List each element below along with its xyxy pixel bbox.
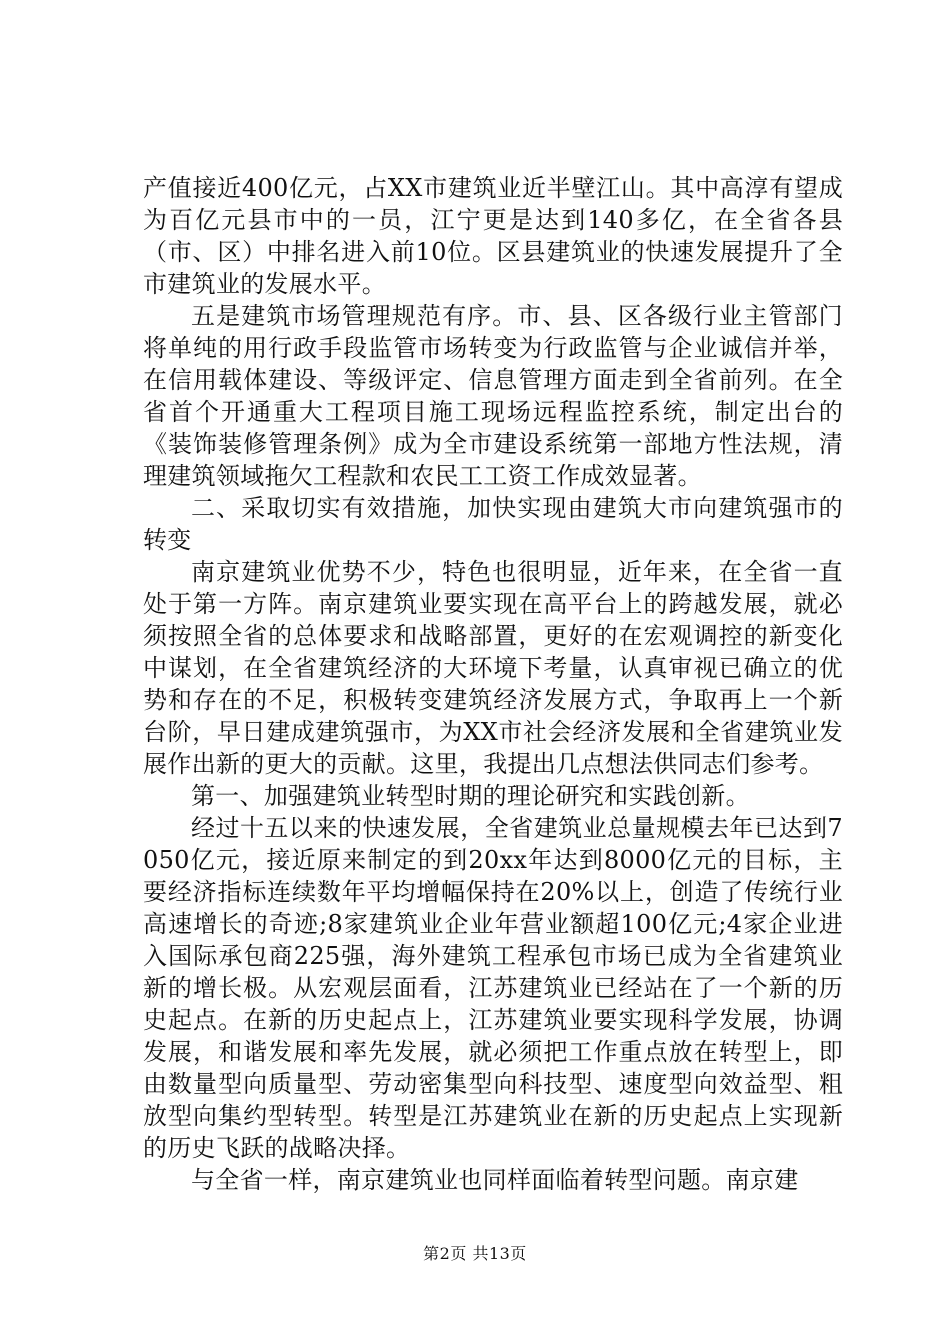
section-heading-2: 二、采取切实有效措施，加快实现由建筑大市向建筑强市的转变 xyxy=(143,494,843,554)
document-body xyxy=(143,172,843,1196)
paragraph-1: 产值接近400亿元，占XX市建筑业近半壁江山。其中高淳有望成为百亿元县市中的一员，江宁更是达到140多亿，在全省各县（市、区）中排名进入前10位。区县建筑业的快速发展提升了全市建筑业的发展水平。 xyxy=(143,174,843,298)
page-number: 第2页 共13页 xyxy=(423,1244,527,1263)
paragraph-5: 与全省一样，南京建筑业也同样面临着转型问题。南京建 xyxy=(191,1166,799,1194)
paragraph-3: 南京建筑业优势不少，特色也很明显，近年来，在全省一直处于第一方阵。南京建筑业要实现在高平台上的跨越发展，就必须按照全省的总体要求和战略部置，更好的在宏观调控的新变化中谋划，在全省建筑经济的大环境下考量，认真审视已确立的优势和存在的不足，积极转变建筑经济发展方式，争取再上一个新台阶，早日建成建筑强市，为XX市社会经济发展和全省建筑业发展作出新的更大的贡献。这里，我提出几点想法供同志们参考。 xyxy=(143,558,843,778)
paragraph-2: 五是建筑市场管理规范有序。市、县、区各级行业主管部门将单纯的用行政手段监管市场转变为行政监管与企业诚信并举，在信用载体建设、等级评定、信息管理方面走到全省前列。在全省首个开通重大工程项目施工现场远程监控系统，制定出台的《装饰装修管理条例》成为全市建设系统第一部地方性法规，清理建筑领域拖欠工程款和农民工工资工作成效显著。 xyxy=(143,302,843,490)
paragraph-4: 经过十五以来的快速发展，全省建筑业总量规模去年已达到7050亿元，接近原来制定的到20xx年达到8000亿元的目标，主要经济指标连续数年平均增幅保持在20%以上，创造了传统行业高速增长的奇迹;8家建筑业企业年营业额超100亿元;4家企业进入国际承包商225强，海外建筑工程承包市场已成为全省建筑业新的增长极。从宏观层面看，江苏建筑业已经站在了一个新的历史起点。在新的历史起点上，江苏建筑业要实现科学发展，协调发展，和谐发展和率先发展，就必须把工作重点放在转型上，即由数量型向质量型、劳动密集型向科技型、速度型向效益型、粗放型向集约型转型。转型是江苏建筑业在新的历史起点上实现新的历史飞跃的战略决择。 xyxy=(143,814,843,1162)
subsection-heading-1: 第一、加强建筑业转型时期的理论研究和实践创新。 xyxy=(191,782,750,810)
page-footer xyxy=(0,1244,950,1264)
